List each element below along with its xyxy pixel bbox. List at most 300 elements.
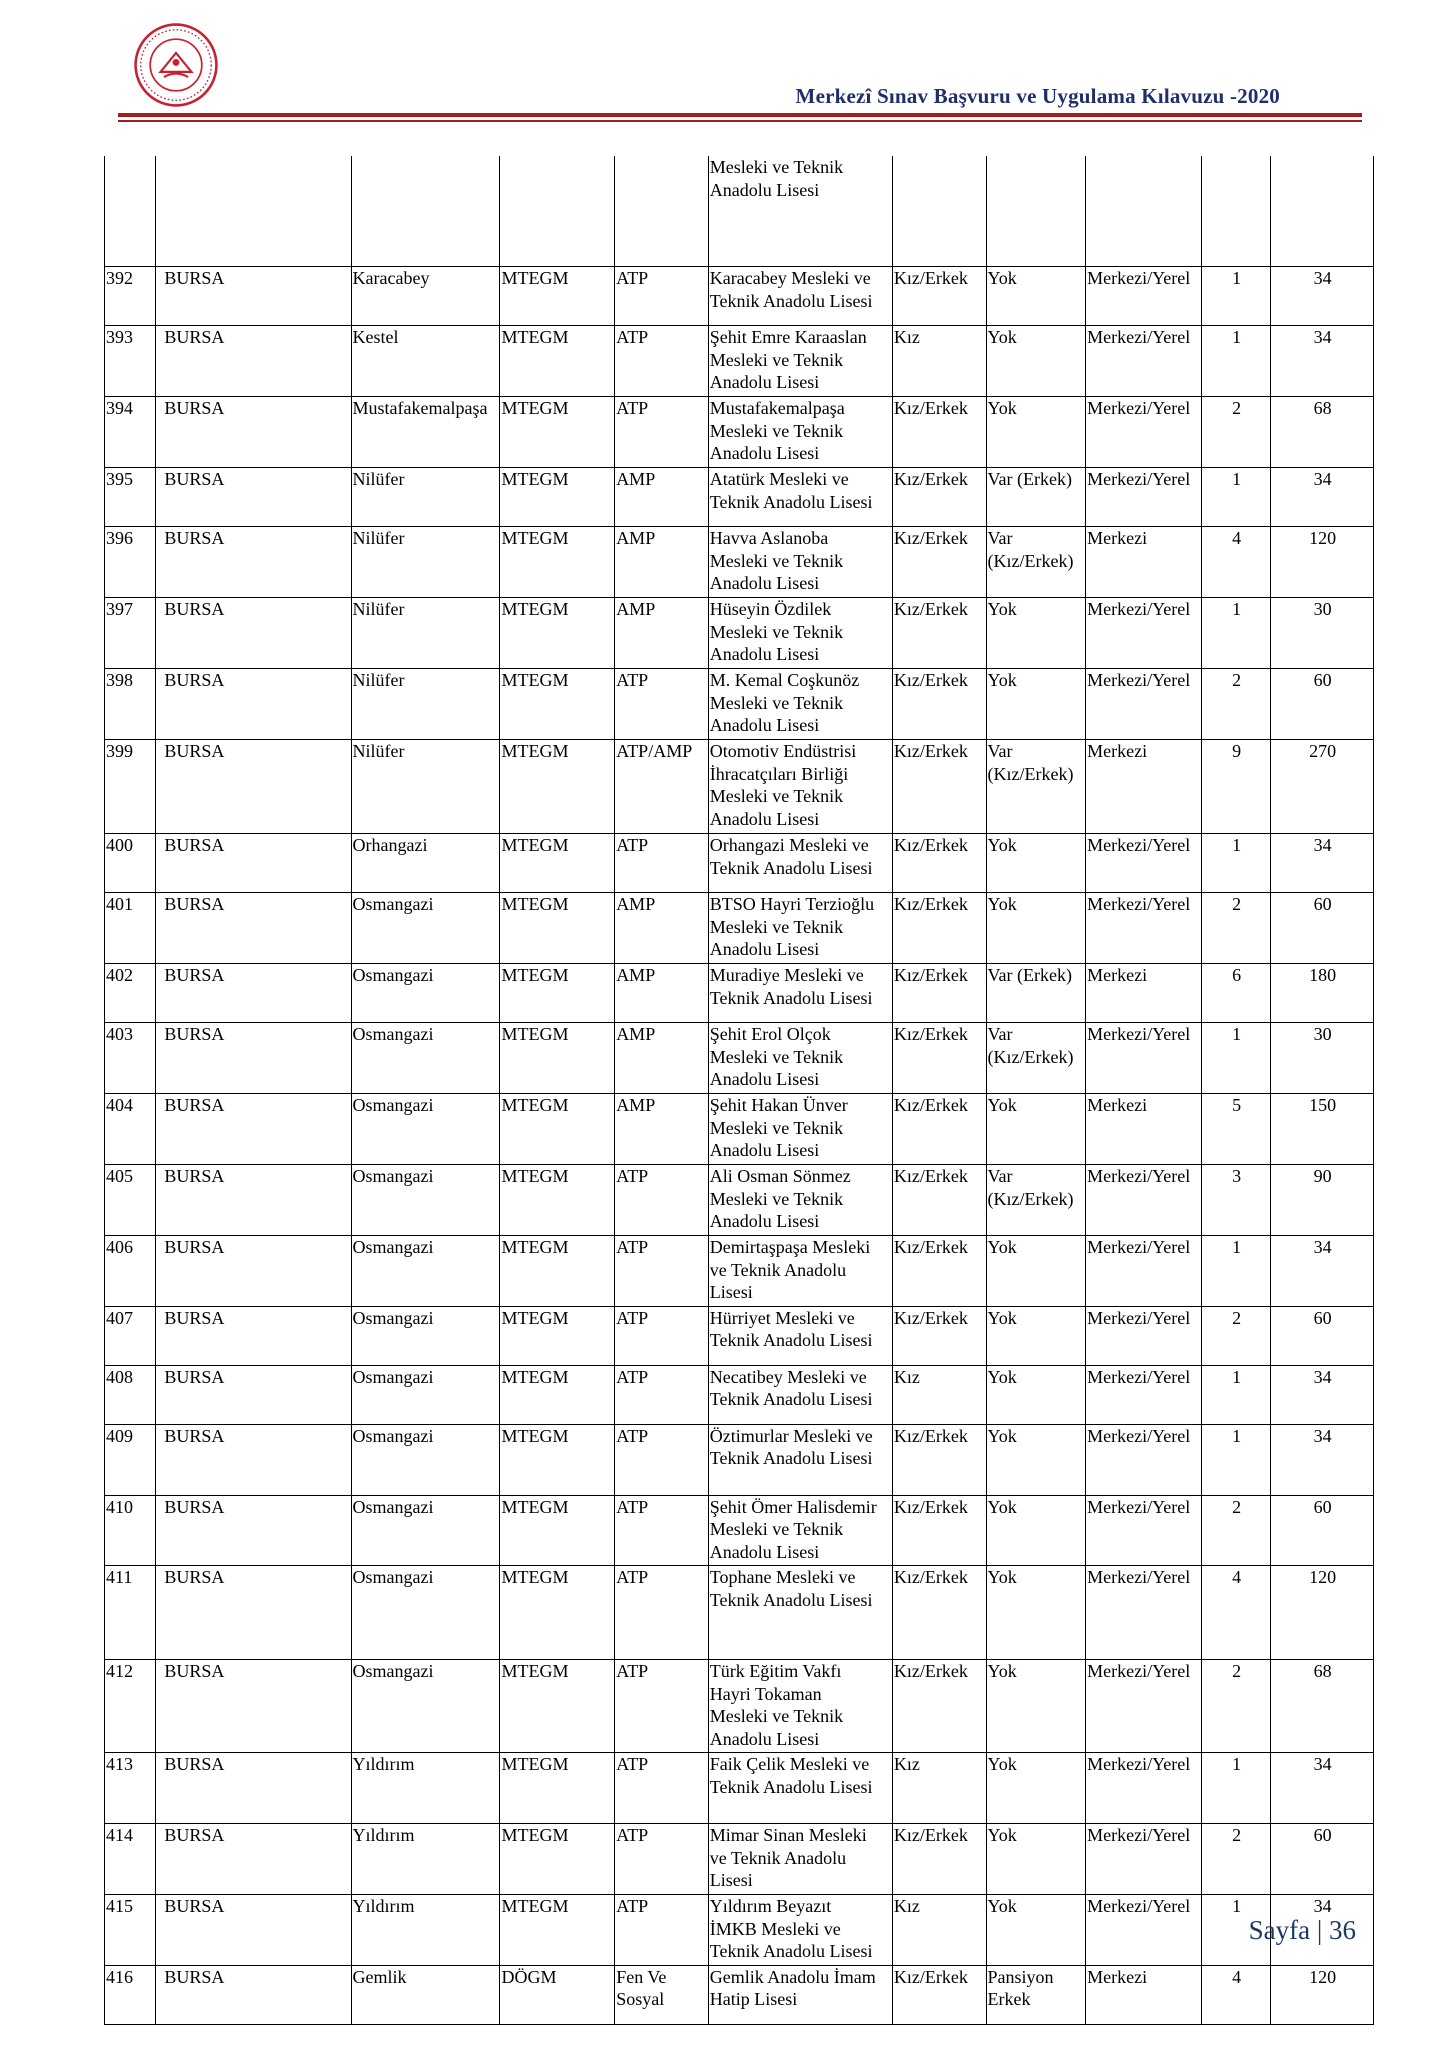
table-row [105,1236,1374,1307]
quota-cell: 68 [1271,397,1374,468]
district-cell: Osmangazi [351,1660,500,1753]
gender-cell: Kız/Erkek [892,834,986,893]
institution-cell: MTEGM [500,1824,615,1895]
city-cell: BURSA [156,598,351,669]
quota-cell: 34 [1271,1424,1374,1495]
row-number-cell: 412 [105,1660,156,1753]
table-row [105,834,1374,893]
district-cell: Gemlik [351,1965,500,2024]
score-type-cell: Merkezi/Yerel [1086,326,1202,397]
school-name-cell: Hüseyin Özdilek Mesleki ve Teknik Anadolu Lisesi [708,598,892,669]
quota-cell: 120 [1271,1965,1374,2024]
program-type-cell: ATP [615,669,709,740]
institution-cell: MTEGM [500,598,615,669]
gender-cell: Kız/Erkek [892,1236,986,1307]
quota-cell: 34 [1271,267,1374,326]
table-row [105,1965,1374,2024]
score-type-cell: Merkezi/Yerel [1086,267,1202,326]
district-cell: Nilüfer [351,468,500,527]
quota-cell: 120 [1271,527,1374,598]
quota-cell: 68 [1271,1660,1374,1753]
program-type-cell: AMP [615,893,709,964]
score-type-cell: Merkezi/Yerel [1086,834,1202,893]
class-count-cell: 2 [1201,397,1270,468]
gender-cell: Kız/Erkek [892,267,986,326]
quota-cell: 60 [1271,1306,1374,1365]
continued-cell: Mesleki ve Teknik Anadolu Lisesi [708,156,892,267]
table-row [105,1895,1374,1966]
table-row [105,1495,1374,1566]
quota-cell: 60 [1271,1824,1374,1895]
program-type-cell: ATP [615,1165,709,1236]
district-cell: Mustafakemalpaşa [351,397,500,468]
quota-cell: 34 [1271,1365,1374,1424]
table-row [105,1165,1374,1236]
quota-cell: 60 [1271,669,1374,740]
school-name-cell: Yıldırım Beyazıt İMKB Mesleki ve Teknik Anadolu Lisesi [708,1895,892,1966]
table-row [105,1023,1374,1094]
dormitory-cell: Yok [986,326,1086,397]
table-body [105,156,1374,2024]
dormitory-cell: Var (Erkek) [986,964,1086,1023]
school-name-cell: Ali Osman Sönmez Mesleki ve Teknik Anadolu Lisesi [708,1165,892,1236]
gender-cell: Kız/Erkek [892,1965,986,2024]
class-count-cell: 1 [1201,267,1270,326]
city-cell: BURSA [156,1306,351,1365]
gender-cell: Kız/Erkek [892,1023,986,1094]
gender-cell: Kız/Erkek [892,468,986,527]
program-type-cell: ATP [615,1753,709,1824]
row-number-cell: 407 [105,1306,156,1365]
institution-cell: MTEGM [500,1424,615,1495]
table-row [105,397,1374,468]
gender-cell: Kız/Erkek [892,1824,986,1895]
program-type-cell: ATP [615,834,709,893]
institution-cell: MTEGM [500,669,615,740]
row-number-cell: 403 [105,1023,156,1094]
district-cell: Nilüfer [351,527,500,598]
score-type-cell: Merkezi/Yerel [1086,1566,1202,1660]
city-cell: BURSA [156,669,351,740]
program-type-cell: AMP [615,964,709,1023]
gender-cell: Kız/Erkek [892,740,986,834]
gender-cell: Kız [892,1895,986,1966]
dormitory-cell: Yok [986,1236,1086,1307]
school-name-cell: Gemlik Anadolu İmam Hatip Lisesi [708,1965,892,2024]
district-cell: Osmangazi [351,1566,500,1660]
program-type-cell: ATP/AMP [615,740,709,834]
district-cell: Yıldırım [351,1824,500,1895]
table-row [105,740,1374,834]
table-row [105,527,1374,598]
program-type-cell: ATP [615,1824,709,1895]
table-row [105,1424,1374,1495]
school-name-cell: Mustafakemalpaşa Mesleki ve Teknik Anadolu Lisesi [708,397,892,468]
program-type-cell: ATP [615,1306,709,1365]
table-row [105,964,1374,1023]
class-count-cell: 1 [1201,1895,1270,1966]
school-name-cell: Muradiye Mesleki ve Teknik Anadolu Lisesi [708,964,892,1023]
row-number-cell: 399 [105,740,156,834]
score-type-cell: Merkezi/Yerel [1086,468,1202,527]
institution-cell: MTEGM [500,1566,615,1660]
school-name-cell: Şehit Emre Karaaslan Mesleki ve Teknik Anadolu Lisesi [708,326,892,397]
program-type-cell: ATP [615,1365,709,1424]
program-type-cell: AMP [615,1023,709,1094]
table-row [105,1365,1374,1424]
city-cell: BURSA [156,1023,351,1094]
school-name-cell: Mimar Sinan Mesleki ve Teknik Anadolu Lisesi [708,1824,892,1895]
quota-cell: 120 [1271,1566,1374,1660]
city-cell: BURSA [156,1165,351,1236]
table-row [105,598,1374,669]
gender-cell: Kız/Erkek [892,397,986,468]
class-count-cell: 1 [1201,1365,1270,1424]
dormitory-cell: Yok [986,834,1086,893]
program-type-cell: ATP [615,1895,709,1966]
table-row [105,1306,1374,1365]
class-count-cell: 5 [1201,1094,1270,1165]
class-count-cell: 4 [1201,1566,1270,1660]
district-cell: Osmangazi [351,1365,500,1424]
row-number-cell: 410 [105,1495,156,1566]
school-name-cell: Orhangazi Mesleki ve Teknik Anadolu Lisesi [708,834,892,893]
district-cell: Osmangazi [351,1094,500,1165]
table-row [105,468,1374,527]
dormitory-cell: Yok [986,1566,1086,1660]
score-type-cell: Merkezi/Yerel [1086,1365,1202,1424]
dormitory-cell: Yok [986,669,1086,740]
program-type-cell: AMP [615,598,709,669]
table-row [105,267,1374,326]
gender-cell: Kız/Erkek [892,1094,986,1165]
institution-cell: MTEGM [500,1660,615,1753]
row-number-cell: 402 [105,964,156,1023]
city-cell: BURSA [156,1236,351,1307]
institution-cell: MTEGM [500,1306,615,1365]
gender-cell: Kız [892,326,986,397]
city-cell: BURSA [156,397,351,468]
quota-cell: 150 [1271,1094,1374,1165]
gender-cell: Kız/Erkek [892,1566,986,1660]
program-type-cell: ATP [615,397,709,468]
row-number-cell: 392 [105,267,156,326]
class-count-cell: 3 [1201,1165,1270,1236]
gender-cell: Kız/Erkek [892,527,986,598]
district-cell: Osmangazi [351,1165,500,1236]
district-cell: Kestel [351,326,500,397]
row-number-cell: 396 [105,527,156,598]
score-type-cell: Merkezi/Yerel [1086,669,1202,740]
institution-cell: MTEGM [500,1895,615,1966]
class-count-cell: 1 [1201,326,1270,397]
score-type-cell: Merkezi/Yerel [1086,1236,1202,1307]
quota-cell: 34 [1271,1236,1374,1307]
row-number-cell: 394 [105,397,156,468]
institution-cell: MTEGM [500,326,615,397]
class-count-cell: 2 [1201,669,1270,740]
score-type-cell: Merkezi/Yerel [1086,397,1202,468]
gender-cell: Kız [892,1753,986,1824]
city-cell: BURSA [156,1365,351,1424]
class-count-cell: 9 [1201,740,1270,834]
district-cell: Yıldırım [351,1753,500,1824]
program-type-cell: ATP [615,326,709,397]
score-type-cell: Merkezi/Yerel [1086,1306,1202,1365]
school-name-cell: Öztimurlar Mesleki ve Teknik Anadolu Lisesi [708,1424,892,1495]
dormitory-cell: Yok [986,893,1086,964]
score-type-cell: Merkezi/Yerel [1086,1495,1202,1566]
row-number-cell: 408 [105,1365,156,1424]
row-number-cell: 404 [105,1094,156,1165]
quota-cell: 60 [1271,1495,1374,1566]
gender-cell: Kız/Erkek [892,1424,986,1495]
gender-cell: Kız/Erkek [892,598,986,669]
score-type-cell: Merkezi/Yerel [1086,1023,1202,1094]
district-cell: Nilüfer [351,598,500,669]
program-type-cell: Fen Ve Sosyal [615,1965,709,2024]
program-type-cell: AMP [615,1094,709,1165]
table-row [105,1824,1374,1895]
dormitory-cell: Yok [986,1824,1086,1895]
institution-cell: MTEGM [500,1753,615,1824]
school-name-cell: Türk Eğitim Vakfı Hayri Tokaman Mesleki ve Teknik Anadolu Lisesi [708,1660,892,1753]
institution-cell: MTEGM [500,1094,615,1165]
table-row [105,893,1374,964]
district-cell: Osmangazi [351,1495,500,1566]
dormitory-cell: Yok [986,1495,1086,1566]
school-table [104,156,1374,2025]
city-cell: BURSA [156,1824,351,1895]
gender-cell: Kız/Erkek [892,1306,986,1365]
gender-cell: Kız/Erkek [892,1660,986,1753]
institution-cell: MTEGM [500,397,615,468]
city-cell: BURSA [156,527,351,598]
program-type-cell: ATP [615,1566,709,1660]
table-row [105,1753,1374,1824]
program-type-cell: ATP [615,1495,709,1566]
score-type-cell: Merkezi/Yerel [1086,893,1202,964]
class-count-cell: 2 [1201,1306,1270,1365]
city-cell: BURSA [156,1566,351,1660]
institution-cell: MTEGM [500,1165,615,1236]
institution-cell: MTEGM [500,1365,615,1424]
school-name-cell: Şehit Erol Olçok Mesleki ve Teknik Anadolu Lisesi [708,1023,892,1094]
quota-cell: 34 [1271,468,1374,527]
row-number-cell: 397 [105,598,156,669]
class-count-cell: 1 [1201,468,1270,527]
city-cell: BURSA [156,267,351,326]
table-row [105,1660,1374,1753]
school-name-cell: Necatibey Mesleki ve Teknik Anadolu Lisesi [708,1365,892,1424]
program-type-cell: ATP [615,267,709,326]
class-count-cell: 2 [1201,1824,1270,1895]
score-type-cell: Merkezi/Yerel [1086,1753,1202,1824]
row-number-cell: 400 [105,834,156,893]
dormitory-cell: Pansiyon Erkek [986,1965,1086,2024]
district-cell: Osmangazi [351,964,500,1023]
city-cell: BURSA [156,740,351,834]
district-cell: Osmangazi [351,893,500,964]
dormitory-cell: Yok [986,1365,1086,1424]
institution-cell: MTEGM [500,267,615,326]
score-type-cell: Merkezi/Yerel [1086,598,1202,669]
school-name-cell: Hürriyet Mesleki ve Teknik Anadolu Lisesi [708,1306,892,1365]
district-cell: Yıldırım [351,1895,500,1966]
gender-cell: Kız/Erkek [892,669,986,740]
class-count-cell: 1 [1201,1236,1270,1307]
institution-cell: MTEGM [500,893,615,964]
institution-cell: MTEGM [500,1236,615,1307]
school-name-cell: Atatürk Mesleki ve Teknik Anadolu Lisesi [708,468,892,527]
gender-cell: Kız/Erkek [892,1165,986,1236]
program-type-cell: ATP [615,1424,709,1495]
city-cell: BURSA [156,964,351,1023]
institution-cell: MTEGM [500,1495,615,1566]
class-count-cell: 1 [1201,1023,1270,1094]
class-count-cell: 1 [1201,598,1270,669]
dormitory-cell: Yok [986,397,1086,468]
dormitory-cell: Yok [986,598,1086,669]
school-name-cell: Faik Çelik Mesleki ve Teknik Anadolu Lisesi [708,1753,892,1824]
school-name-cell: M. Kemal Coşkunöz Mesleki ve Teknik Anadolu Lisesi [708,669,892,740]
score-type-cell: Merkezi [1086,964,1202,1023]
score-type-cell: Merkezi/Yerel [1086,1660,1202,1753]
row-number-cell: 405 [105,1165,156,1236]
institution-cell: DÖGM [500,1965,615,2024]
school-name-cell: Havva Aslanoba Mesleki ve Teknik Anadolu Lisesi [708,527,892,598]
score-type-cell: Merkezi/Yerel [1086,1165,1202,1236]
class-count-cell: 1 [1201,1753,1270,1824]
school-name-cell: Demirtaşpaşa Mesleki ve Teknik Anadolu Lisesi [708,1236,892,1307]
school-name-cell: Otomotiv Endüstrisi İhracatçıları Birliği Mesleki ve Teknik Anadolu Lisesi [708,740,892,834]
quota-cell: 90 [1271,1165,1374,1236]
page-number: Sayfa | 36 [1248,1915,1356,1945]
dormitory-cell: Yok [986,1895,1086,1966]
quota-cell: 270 [1271,740,1374,834]
quota-cell: 30 [1271,1023,1374,1094]
table-row [105,669,1374,740]
class-count-cell: 2 [1201,1495,1270,1566]
district-cell: Nilüfer [351,740,500,834]
district-cell: Karacabey [351,267,500,326]
meb-seal-icon [133,22,219,108]
district-cell: Osmangazi [351,1236,500,1307]
school-name-cell: Tophane Mesleki ve Teknik Anadolu Lisesi [708,1566,892,1660]
school-name-cell: Şehit Ömer Halisdemir Mesleki ve Teknik Anadolu Lisesi [708,1495,892,1566]
score-type-cell: Merkezi [1086,1094,1202,1165]
score-type-cell: Merkezi/Yerel [1086,1424,1202,1495]
dormitory-cell: Var (Kız/Erkek) [986,527,1086,598]
header-rule-thin [118,120,1362,122]
district-cell: Osmangazi [351,1424,500,1495]
class-count-cell: 6 [1201,964,1270,1023]
class-count-cell: 4 [1201,527,1270,598]
row-number-cell: 401 [105,893,156,964]
district-cell: Osmangazi [351,1023,500,1094]
quota-cell: 34 [1271,834,1374,893]
quota-cell: 34 [1271,1895,1374,1966]
class-count-cell: 4 [1201,1965,1270,2024]
gender-cell: Kız/Erkek [892,964,986,1023]
city-cell: BURSA [156,1495,351,1566]
school-name-cell: BTSO Hayri Terzioğlu Mesleki ve Teknik Anadolu Lisesi [708,893,892,964]
city-cell: BURSA [156,326,351,397]
dormitory-cell: Yok [986,1094,1086,1165]
district-cell: Osmangazi [351,1306,500,1365]
city-cell: BURSA [156,1965,351,2024]
gender-cell: Kız/Erkek [892,893,986,964]
city-cell: BURSA [156,468,351,527]
program-type-cell: ATP [615,1660,709,1753]
dormitory-cell: Yok [986,1753,1086,1824]
school-name-cell: Şehit Hakan Ünver Mesleki ve Teknik Anadolu Lisesi [708,1094,892,1165]
class-count-cell: 2 [1201,1660,1270,1753]
row-number-cell: 415 [105,1895,156,1966]
row-number-cell: 413 [105,1753,156,1824]
row-number-cell: 406 [105,1236,156,1307]
school-name-cell: Karacabey Mesleki ve Teknik Anadolu Lisesi [708,267,892,326]
city-cell: BURSA [156,1753,351,1824]
dormitory-cell: Var (Kız/Erkek) [986,1165,1086,1236]
header-rule [118,113,1362,117]
class-count-cell: 1 [1201,1424,1270,1495]
score-type-cell: Merkezi/Yerel [1086,1895,1202,1966]
gender-cell: Kız/Erkek [892,1495,986,1566]
quota-cell: 34 [1271,326,1374,397]
score-type-cell: Merkezi [1086,1965,1202,2024]
row-number-cell: 411 [105,1566,156,1660]
dormitory-cell: Yok [986,267,1086,326]
document-title: Merkezî Sınav Başvuru ve Uygulama Kılavuzu -2020 [795,84,1280,108]
institution-cell: MTEGM [500,740,615,834]
continued-row [105,156,1374,267]
row-number-cell: 414 [105,1824,156,1895]
program-type-cell: AMP [615,468,709,527]
row-number-cell: 398 [105,669,156,740]
dormitory-cell: Yok [986,1306,1086,1365]
score-type-cell: Merkezi [1086,740,1202,834]
table-row [105,1566,1374,1660]
dormitory-cell: Yok [986,1424,1086,1495]
score-type-cell: Merkezi [1086,527,1202,598]
city-cell: BURSA [156,1660,351,1753]
city-cell: BURSA [156,1094,351,1165]
quota-cell: 180 [1271,964,1374,1023]
program-type-cell: ATP [615,1236,709,1307]
quota-cell: 34 [1271,1753,1374,1824]
institution-cell: MTEGM [500,1023,615,1094]
program-type-cell: AMP [615,527,709,598]
city-cell: BURSA [156,1895,351,1966]
quota-cell: 30 [1271,598,1374,669]
row-number-cell: 409 [105,1424,156,1495]
district-cell: Nilüfer [351,669,500,740]
row-number-cell: 393 [105,326,156,397]
district-cell: Orhangazi [351,834,500,893]
city-cell: BURSA [156,834,351,893]
institution-cell: MTEGM [500,964,615,1023]
dormitory-cell: Var (Erkek) [986,468,1086,527]
city-cell: BURSA [156,893,351,964]
class-count-cell: 1 [1201,834,1270,893]
table-row [105,1094,1374,1165]
row-number-cell: 395 [105,468,156,527]
row-number-cell: 416 [105,1965,156,2024]
institution-cell: MTEGM [500,527,615,598]
dormitory-cell: Yok [986,1660,1086,1753]
quota-cell: 60 [1271,893,1374,964]
